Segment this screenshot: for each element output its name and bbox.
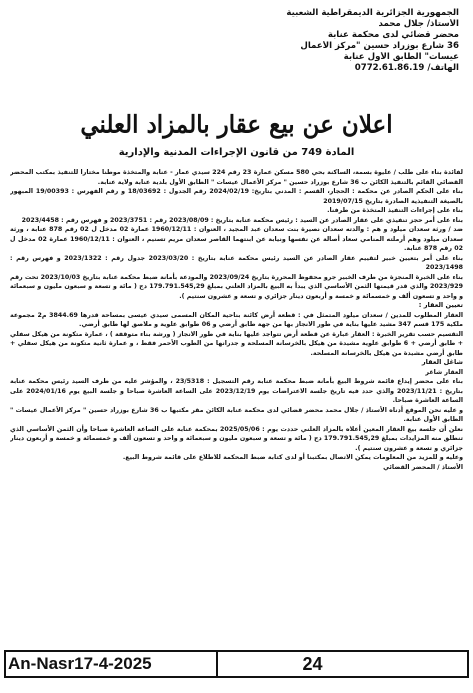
body-paragraph: ضد / ورثة سعدان ميلود و هم : والدته سعدان نصيرة بنت سعدان عبد المجيد ، العنوان : 1960/12/11 عمارة 02 مدخل ل 02 رقم 878 عنابة ، ورثة سعدان ميلود وهم أرملته المنامي سعاد أصالة عن نفسها ونيابة عن ابنتهما القاصر سعدان مريم تسنيم ، العنوان : 1960/12/11 عمارة 02 مدخل ل 02 رقم 878 عنابة.	[10, 226, 463, 252]
header-line: الهاتف/ 0772.61.86.19	[354, 63, 459, 73]
body-paragraph: التقسيم حسب تقرير الخبرة : العقار عبارة عن قطعة أرض تتواجد عليها بناية في طور الانجاز ( ورشة بناء متوقفة ) ، عمارة متكونة من هيكل سفلي + طابق أرضي + 6 طوابق علوية مشيدة من هيكل بالخرسانة المسلحة و جدرانها من الطوب الأحمر فقط ، و عمارة ثانية متكونة من هيكل سفلي + طابق أرضي مشيدة من هيكل بالخرسانة المسلحة.	[10, 330, 463, 357]
page-number: 24	[302, 653, 323, 674]
body-paragraph: نعلن أن جلسة بيع العقار المعين أعلاه بالمزاد العلني حددت يوم : 2025/05/06 بمحكمة عنابة على الساعة العاشرة صباحا وأن الثمن الأساسي الذي تنطلق منه المزايدات بمبلغ 179.791.545,29 دج ( مائة و تسعة و سبعون مليون و سبعمائة و واحد و تسعون ألف و خمسمائة و خمسة و أربعون دينار جزائري و تسعة و عشرون سنتيم ).	[10, 425, 463, 452]
notice-title: اعلان عن بيع عقار بالمزاد العلني	[80, 110, 393, 139]
body-paragraph: العقار شاغر	[425, 368, 463, 376]
body-paragraph: بناء على أمر بتعيين خبير لتقييم عقار الصادر عن السيد رئيس محكمة عنابة بتاريخ : 2023/03/20 جدول رقم : 2023/1322 و فهرس رقم : 2023/1498	[10, 254, 463, 271]
body-paragraph: بناء على الحكم الصادر عن محكمة : الحجار، القسم : المدني بتاريخ: 2024/02/19 رقم الجدول : 18/03692 و رقم الفهرس : 19/00393 المبهور بالصيغة التنفيذية الصادرة بتاريخ 2019/07/15	[10, 188, 463, 205]
header-line: عيسات" الطابق الأول عنابة	[343, 52, 459, 62]
page-footer	[4, 650, 469, 678]
section-label: شاغل العقار	[421, 358, 463, 366]
issue-label: An-Nasr17-4-2025	[6, 652, 218, 676]
body-paragraph: بناء على إجراءات التنفيذ المتخذة من طرفنا.	[327, 207, 463, 214]
body-paragraph: العقار المطلوب للمدين / سعدان ميلود المتمثل في : قطعة أرض كائنة بناحية المكان المسمى سيدي عيسى بمساحة قدرها 3844.69 م2 مجموعة ملكية 175 قسم 347 مشيد عليها بناية في طور الانجاز بها من جهة طابق أرضي و 06 طوابق علوية و ملاصق لها طابق أرضي.	[10, 311, 463, 328]
signature: الأستاذ / المحضر القضائي	[383, 463, 463, 471]
notice-body	[10, 168, 463, 646]
bailiff-header	[139, 8, 459, 74]
body-paragraph: بناء على الخبرة المنجزة من طرف الخبير جرو محفوظ المحررة بتاريخ 2023/09/24 والمودعة بأمانة ضبط محكمة عنابة بتاريخ 2023/10/03 تحت رقم 2023/929 والذي قدر قيمتها الثمن الأساسي الذي يبدأ به البيع بالمزاد العلني بمبلغ 179.791.545,29 دج ( مائة و تسعة و سبعون مليون و سبعمائة و واحد و تسعون ألف و خمسمائة و خمسة و أربعون دينار جزائري و تسعة و عشرون سنتيم ).	[10, 273, 463, 300]
body-paragraph: بناء على أمر حجز تنفيذي على عقار الصادر عن السيد : رئيس محكمة عنابة بتاريخ : 2023/08/09 رقم : 2023/3751 و فهرس رقم : 2023/4458	[21, 216, 463, 224]
header-line: 36 شارع بوزراد حسين "مركز الأعمال	[300, 41, 459, 51]
header-line: الأستاذ/ جلال محمد	[378, 19, 459, 29]
header-line: الجمهورية الجزائرية الديمقراطية الشعبية	[286, 8, 459, 18]
body-paragraph: لفائدة بناء على طلب / عليوة بسمة، الساكنة بحي 580 مسكن عمارة 23 رقم 224 سيدي عمار - عنابة والمتخذة موطنا مختارا للتنفيذ بمكتب المحضر القضائي القائم بالتنفيذ الكائن ب 36 شارع بوزراد حسين " مركز الأعمال عيسات " الطابق الأول بلدية عنابة ولاية عنابة.	[10, 169, 463, 186]
body-paragraph: بناء على محضر إيداع قائمة شروط البيع بأمانة ضبط محكمة عنابة رقم التسجيل : 23/5318 ، والمؤشر عليه من طرف السيد رئيس محكمة عنابة بتاريخ : 2023/11/21 والذي حدد فيه تاريخ جلسة الاعتراضات يوم 2023/12/19 على الساعة العاشرة صباحا و جلسة البيع يوم 2024/01/16 على الساعة العاشرة صباحا.	[10, 378, 463, 404]
notice-subtitle: المادة 749 من قانون الإجراءات المدنية والإدارية	[118, 147, 355, 158]
header-line: محضر قضائي لدى محكمة عنابة	[327, 30, 459, 40]
body-paragraph: و عليه نحن الموقع أدناه الأستاذ / جلال محمد محضر قضائي لدى محكمة عنابة الكائن مقر مكتبها ب 36 شارع بوزراد حسين " مركز الأعمال عيسات " الطابق الأول عنابة.	[10, 406, 463, 423]
body-paragraph: وعليه و للمزيد من المعلومات يمكن الاتصال بمكتبنا أو لدى كتابة ضبط المحكمة للاطلاع على قائمة شروط البيع.	[122, 454, 463, 461]
section-label: تعيين العقار :	[418, 301, 463, 309]
